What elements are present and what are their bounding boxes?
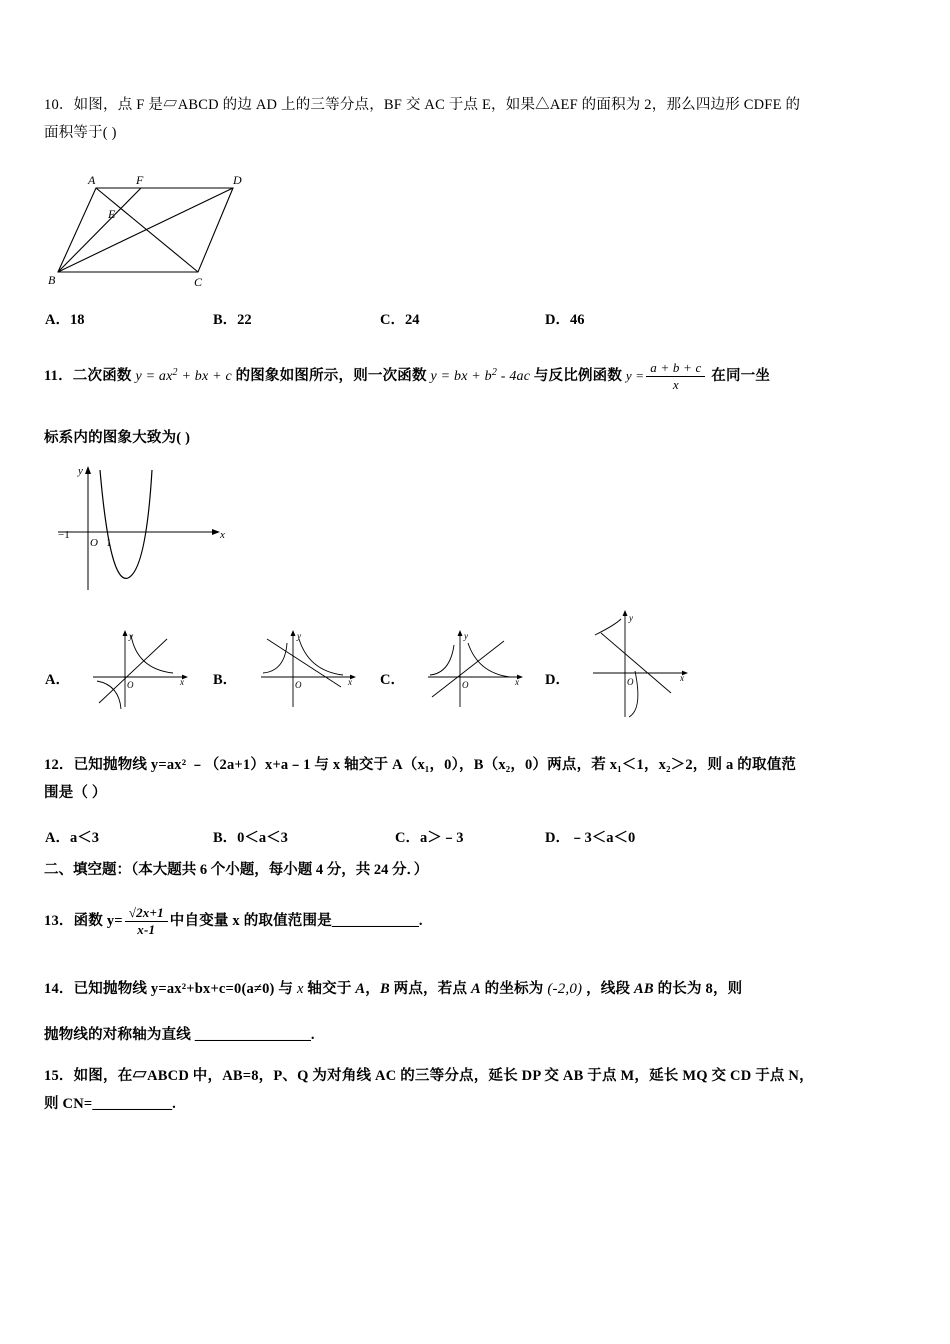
q11-option-b-figure[interactable] [253, 625, 363, 715]
q11-option-d-figure[interactable] [585, 605, 695, 725]
q10-option-c[interactable] [380, 308, 419, 329]
q12-option-a-value: a＜3 [69, 830, 99, 846]
q14-line1-e: ，线段 [586, 981, 631, 997]
q14-line2-text: 抛物线的对称轴为直线 [44, 1027, 191, 1043]
q14-var-x: x [296, 981, 304, 997]
q11-tick-minus1: −1 [58, 529, 70, 541]
q10-figure [48, 172, 288, 292]
q10-label-F: F [136, 173, 144, 187]
q13-answer-blank[interactable]: ____________ [331, 913, 419, 930]
q10-label-D: D [233, 173, 242, 187]
q12-option-a[interactable] [45, 826, 99, 847]
q10-option-c-key: C． [380, 312, 405, 328]
q11-option-c-figure[interactable] [420, 625, 530, 715]
q13-prefix: 13．函数 y= [44, 913, 123, 930]
q11-frac-numerator: a + b + c [646, 360, 705, 377]
q11-opt-a-label-x: x [180, 677, 184, 687]
q11-option-a-key[interactable]: A． [45, 672, 70, 688]
q13-frac-numerator: √2x+1 [125, 905, 168, 922]
q12-option-c-key: C． [395, 830, 420, 846]
q15-period: . [172, 1095, 176, 1112]
question-11-text [44, 360, 924, 394]
q14-coordinate: (-2,0) [547, 981, 583, 997]
q11-opt-c-label-y: y [464, 631, 468, 641]
q12-option-c[interactable] [395, 826, 463, 847]
q11-line-2: 标系内的图象大致为( ) [44, 430, 191, 446]
q11-opt-b-label-o: O [295, 680, 302, 690]
q10-option-c-value: 24 [404, 312, 420, 328]
q11-opt-b-label-x: x [348, 677, 352, 687]
q11-prefix: 11．二次函数 [44, 368, 132, 385]
q10-option-a[interactable] [45, 308, 84, 329]
q14-point-a: A [355, 981, 366, 997]
q14-comma: ， [365, 981, 380, 997]
q11-opt-a-label-o: O [127, 680, 134, 690]
q11-axis-label-y: y [78, 465, 83, 477]
q10-line-2: 面积等于( ) [44, 124, 117, 141]
q15-line-2 [44, 1091, 934, 1119]
q12-option-b-value: 0＜a＜3 [237, 830, 288, 846]
q11-frac-denominator: x [672, 377, 679, 393]
section-2-title: 二、填空题：（本大题共 6 个小题，每小题 4 分，共 24 分．） [44, 862, 429, 878]
question-12-text [44, 752, 924, 807]
q11-mid-2: 与反比例函数 [533, 368, 623, 385]
q10-option-b[interactable] [213, 308, 252, 329]
q11-axis-label-x: x [220, 529, 225, 541]
q12-option-d-key: D． [545, 830, 570, 846]
q13-fraction [125, 905, 168, 939]
q11-option-a-figure[interactable] [85, 625, 195, 715]
q14-point-a2: A [470, 981, 481, 997]
q11-opt-d-label-o: O [627, 677, 634, 687]
q14-line1-b: 轴交于 [307, 981, 352, 997]
q11-parabola-figure [48, 460, 248, 600]
q15-line2-prefix: 则 CN= [44, 1095, 93, 1112]
q10-label-E: E [108, 207, 116, 221]
q14-line1-c: 两点，若点 [393, 981, 468, 997]
q14-line-2 [44, 1022, 315, 1050]
q10-label-A: A [88, 173, 96, 187]
q11-expr1: $y = ax^2$ + bx + c [135, 367, 232, 385]
q14-point-b: B [379, 981, 390, 997]
q11-opt-d-label-y: y [629, 613, 633, 623]
q10-label-C: C [194, 275, 203, 289]
question-15-text [44, 1063, 934, 1118]
q11-option-b-key[interactable]: B． [213, 672, 238, 688]
q10-option-b-value: 22 [237, 312, 252, 328]
q10-line-1: 10．如图，点 F 是▱ABCD 的边 AD 上的三等分点，BF 交 AC 于点 E，如果△AEF 的面积为 2，那么四边形 CDFE 的 [44, 97, 801, 113]
q11-opt-b-label-y: y [297, 631, 301, 641]
q13-frac-denominator: x-1 [137, 922, 156, 938]
q12-option-b[interactable] [213, 826, 288, 847]
q12-option-d[interactable] [545, 826, 635, 847]
q12-option-b-key: B． [213, 830, 238, 846]
q12-line-2: 围是（ ） [44, 784, 107, 801]
q13-period: . [418, 913, 423, 930]
q15-line-1: 15．如图，在▱ABCD 中，AB=8，P、Q 为对角线 AC 的三等分点，延长 DP 交 AB 于点 M，延长 MQ 交 CD 于点 N， [44, 1068, 814, 1084]
q10-option-a-value: 18 [69, 312, 85, 328]
question-14-text [44, 975, 934, 1004]
q11-option-d-key[interactable]: D． [545, 672, 570, 688]
q10-option-d-key: D． [545, 312, 570, 328]
q11-mid-1: 的图象如图所示，则一次函数 [235, 368, 427, 385]
q14-segment-ab: AB [634, 981, 654, 997]
q11-opt-c-label-o: O [462, 680, 469, 690]
q11-opt-c-label-x: x [515, 677, 519, 687]
q13-suffix: 中自变量 x 的取值范围是 [169, 913, 332, 930]
q11-tail: 在同一坐 [711, 368, 771, 385]
q11-axis-origin: O [90, 537, 98, 549]
q12-option-a-key: A． [45, 830, 70, 846]
q11-opt-a-label-y: y [129, 631, 133, 641]
q10-option-a-key: A． [45, 312, 70, 328]
q14-answer-blank[interactable]: ________________ [194, 1027, 311, 1043]
q12-option-d-value: ﹣3＜a＜0 [569, 830, 636, 846]
q11-opt-d-label-x: x [680, 673, 684, 683]
q12-option-c-value: a＞﹣3 [419, 830, 464, 846]
q14-line1-d: 的坐标为 [484, 981, 544, 997]
question-10-text [44, 92, 914, 147]
q14-period: . [310, 1027, 315, 1043]
q10-label-B: B [48, 273, 56, 287]
q11-expr2: y = bx + $b^2 - 4ac$ [430, 367, 531, 385]
q10-option-b-key: B． [213, 312, 238, 328]
q11-fraction [646, 360, 705, 394]
question-13-text [44, 905, 924, 939]
q15-answer-blank[interactable]: ___________ [92, 1095, 173, 1112]
q10-option-d[interactable] [545, 308, 584, 329]
q11-option-c-key[interactable]: C． [380, 672, 405, 688]
q11-tick-one: 1 [106, 537, 112, 549]
q14-line1-a: 14．已知抛物线 y=ax²+bx+c=0(a≠0) 与 [44, 981, 294, 997]
q11-frac-lead: y = [625, 368, 645, 384]
q12-line-1: 12．已知抛物线 y=ax² ﹣（2a+1）x+a﹣1 与 x 轴交于 A（x₁，0），B（x₂，0）两点，若 x₁＜1，x₂＞2，则 a 的取值范 [44, 757, 797, 773]
q10-option-d-value: 46 [569, 312, 585, 328]
q14-line1-f: 的长为 8，则 [657, 981, 743, 997]
